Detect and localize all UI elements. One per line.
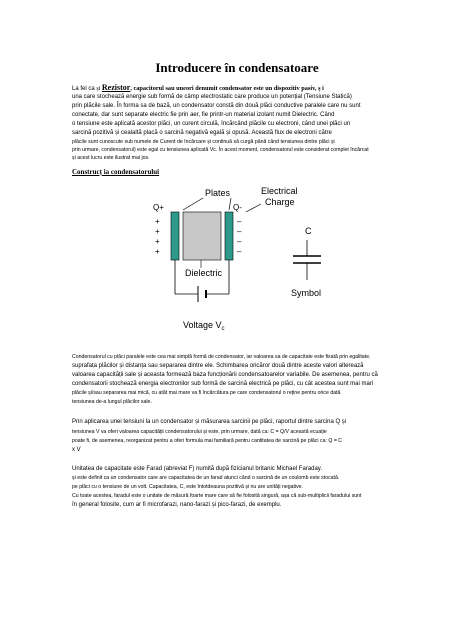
negative-plate: [225, 212, 233, 260]
plates-pointer-right: [229, 198, 231, 210]
intro-line-5: o tensiune este aplicată acestor plăci, un curent circulă, încărcând plăcile cu electroni, când unei plăci un: [72, 121, 351, 127]
para3-line-2: tensiunea V va oferi valoarea capacității condensatorului și este, prin urmare, dată ca: C = Q/V această ecuație: [72, 429, 327, 435]
para2-line-4: condensatorii stochează energia electronilor sub formă de sarcină electrică pe plăci, cu cât acestea sunt mai mari: [72, 381, 374, 387]
para2-line-6: tensiunea de-a lungul plăcilor sale.: [72, 399, 152, 405]
minus-sign: –: [237, 227, 242, 236]
intro-line-4: conectate, dar sunt separate electric fie prin aer, fie printr-un material izolant numit Dielectric. Când: [72, 112, 335, 118]
voltage-label: Voltage $V_c$: [183, 320, 225, 332]
minus-sign: –: [237, 237, 242, 246]
plates-label: Plates: [205, 188, 231, 198]
para4-line-1: Unitatea de capacitate este Farad (abreviat F) numită după fizicianul britanic Michael Faraday.: [72, 466, 323, 472]
minus-sign: –: [237, 217, 242, 226]
plus-sign: +: [155, 227, 160, 236]
symbol-label: Symbol: [291, 288, 322, 298]
para3-line-4: x V: [72, 447, 81, 453]
para4-line-2: și este definit ca un condensator care are capacitatea de un farad atunci când o sarcină de un coulomb este stocată.: [72, 475, 340, 481]
intro-line-7: plăcile sunt cunoscute sub numele de Curent de încărcare și continuă să curgă până când tensiunea dintre plăci și: [72, 139, 335, 145]
intro-line-6: sarcină pozitivă și cealaltă placă o sarcină negativă egală și opusă. Această flux de electroni către: [72, 130, 332, 136]
c-label: C: [305, 226, 312, 236]
para4-line-3: pe plăci cu o tensiune de un volt. Capacitatea, C, este întotdeauna pozitivă și nu are unități negative.: [72, 484, 303, 490]
plates-pointer-left: [183, 198, 203, 210]
dielectric-label: Dielectric: [185, 268, 223, 278]
capacitor-diagram: [143, 182, 343, 342]
plus-sign: +: [155, 237, 160, 246]
plus-sign: +: [155, 217, 160, 226]
intro-text: , capacitorul sau uneori denumit condensator este un dispozitiv pasiv, ș i: [130, 85, 324, 92]
plus-sign: +: [155, 247, 160, 256]
intro-line-2: una care stochează energie sub formă de câmp electrostatic care produce un potențial (Tensiune Statică): [72, 94, 352, 100]
minus-sign: –: [237, 247, 242, 256]
charge-label: Charge: [265, 197, 295, 207]
para2-line-2: suprafața plăcilor și distanța sau separarea dintre ele. Schimbarea oricăror două dintre aceste valori alterează: [72, 363, 364, 369]
para2-line-5: plăcile și/sau separarea mai mică, cu atât mai mare va fi încărcătura pe care condensatorul o reține pentru orice dată: [72, 390, 341, 396]
para2-line-3: valoarea capacității sale și aceasta formează baza funcționării condensatoarelor variabile. De asemenea, pentru că: [72, 372, 378, 378]
para4-line-5: în general folosite, cum ar fi microfarazi, nano-farazi și pico-farazi, de exemplu.: [72, 502, 282, 508]
para3-line-1: Prin aplicarea unei tensiuni la un condensator și măsurarea sarcinii pe plăci, raportul dintre sarcina Q și: [72, 419, 347, 425]
q-plus-label: Q+: [153, 203, 164, 212]
intro-text: și: [96, 86, 102, 92]
positive-plate: [171, 212, 179, 260]
para4-line-4: Cu toate acestea, faradul este o unitate de măsură foarte mare care să fie folosită singură, așa că sub-multiplicii faradului sunt: [72, 493, 362, 499]
dielectric-block: [183, 212, 221, 260]
section-subheading: Construcț ia condensatorului: [72, 168, 160, 176]
resistor-link[interactable]: Rezistor: [101, 83, 131, 92]
intro-line-1: [72, 84, 442, 93]
para2-line-1: Condensatorul cu plăci paralele este cea mai simplă formă de condensator, iar valoarea sa de capacitate este fixată prin egalitate.: [72, 354, 371, 360]
page-title: Introducere în condensatoare: [155, 60, 319, 75]
q-minus-label: Q-: [233, 203, 242, 212]
intro-line-3: prin plăcile sale. În forma sa de bază, un condensator constă din două plăci conductive paralele care nu sunt: [72, 103, 361, 109]
intro-line-9: și acest lucru este ilustrat mai jos.: [72, 155, 150, 161]
intro-line-8: prin urmare, condensatorul) este egal cu tensiunea aplicată Vc. În acest moment, condensatorul este considerat complet încărcat: [72, 147, 369, 153]
charge-pointer: [246, 204, 261, 212]
electrical-label: Electrical: [261, 186, 298, 196]
intro-text: La fel ca: [72, 86, 97, 92]
para3-line-3: poate fi, de asemenea, reorganizat pentru a oferi formula mai familiară pentru cantitatea de sarcină pe plăci ca: Q = C: [72, 438, 343, 444]
